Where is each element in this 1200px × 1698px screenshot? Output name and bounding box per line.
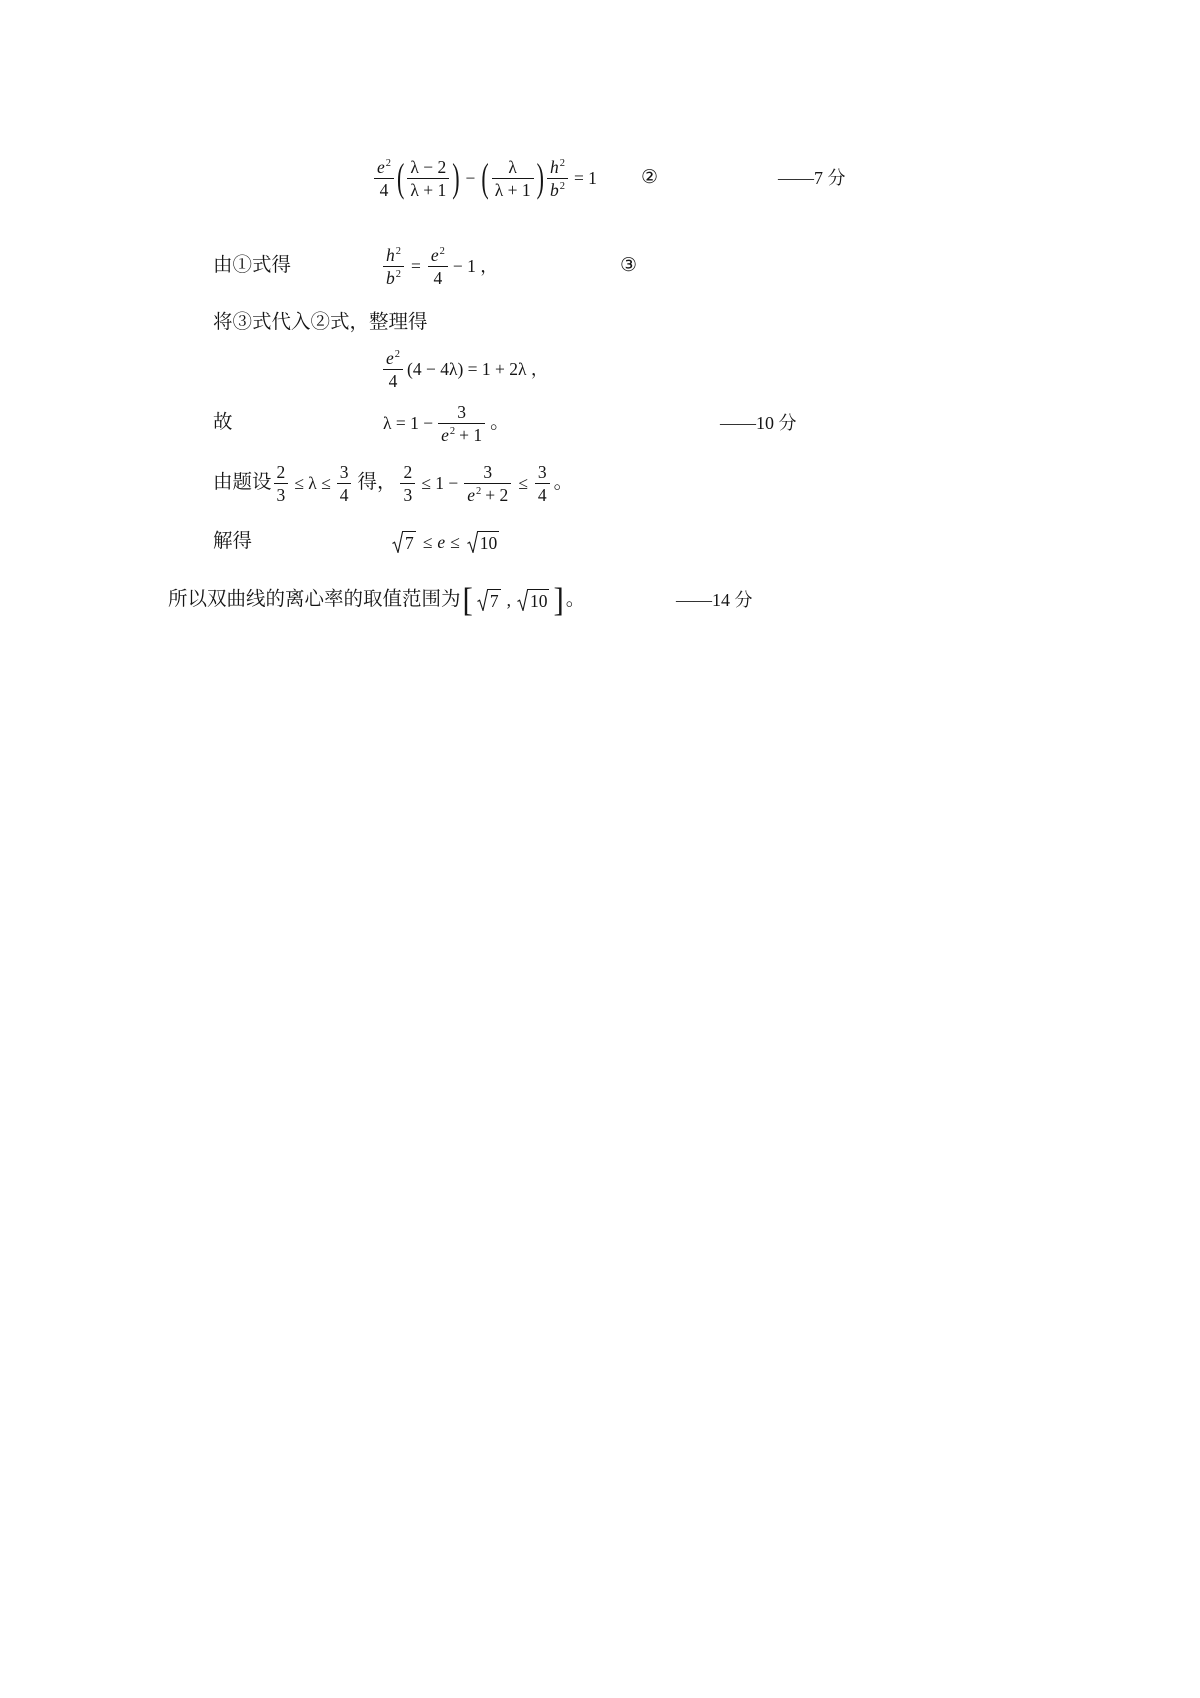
denominator-rest: + 2: [485, 484, 509, 505]
big-right-paren: ): [536, 153, 544, 201]
equation-tag-3: ③: [620, 255, 638, 276]
condition-line: [213, 455, 573, 511]
step-label: 将③式代入②式，整理得: [213, 312, 428, 333]
numerator: λ − 2: [410, 156, 447, 177]
equation-remainder: (4 − 4λ) = 1 + 2λ ，: [407, 359, 549, 379]
eccentricity-inequality: [390, 514, 501, 570]
label-group: [213, 514, 252, 570]
numerator: 3: [537, 461, 547, 482]
numerator: λ: [508, 156, 517, 177]
numerator: [374, 158, 394, 178]
denominator: [383, 266, 404, 287]
less-equal-sign: ≤: [422, 532, 433, 552]
step-label: 故: [213, 412, 233, 433]
radicand: 7: [405, 533, 414, 553]
square-root-7: [477, 589, 501, 611]
fraction-3-over-4: [337, 463, 352, 504]
fraction-e-squared-over-4: [374, 158, 394, 199]
score-mark-7: ——7 分: [778, 168, 846, 188]
numerator: 3: [483, 461, 493, 482]
square-root-10: [467, 531, 500, 553]
denominator: λ + 1: [492, 178, 534, 199]
variable-e: e: [437, 532, 446, 552]
denominator: 4: [374, 178, 394, 199]
numerator: [383, 246, 404, 266]
denominator: [464, 483, 511, 504]
connector-text: 得，: [357, 472, 397, 493]
variable-e: e: [441, 424, 449, 445]
exponent: 2: [395, 268, 401, 280]
less-equal-sign: ≤: [450, 532, 460, 552]
exponent: 2: [476, 485, 482, 497]
equals-one: = 1: [573, 168, 597, 188]
variable-e: e: [377, 156, 385, 177]
radicand: 7: [489, 591, 499, 611]
score-mark-10: ——10 分: [720, 413, 797, 433]
step-simplified-row: [0, 341, 1200, 397]
score-group: [676, 572, 753, 628]
variable-e: e: [386, 347, 394, 368]
label-group: [213, 238, 291, 294]
numerator: 2: [403, 461, 413, 482]
denominator: 3: [400, 483, 415, 504]
variable-e: e: [467, 484, 475, 505]
fraction-3-over-e-squared-plus-2: [464, 463, 511, 504]
full-stop: 。: [553, 472, 574, 493]
numerator: [547, 158, 568, 178]
big-left-paren: (: [397, 153, 405, 201]
equation-2-row: [0, 150, 1200, 206]
denominator: 3: [274, 483, 289, 504]
lambda-range: ≤ λ ≤: [294, 473, 331, 493]
fraction-lambda-over-lambda-plus-1: [492, 158, 534, 199]
left-bracket: [: [462, 580, 473, 619]
equation-tag-2: ②: [641, 167, 659, 188]
equation-3: [381, 238, 498, 294]
fraction-h-squared-over-b-squared: [547, 158, 568, 199]
fraction-3-over-4: [535, 463, 550, 504]
big-left-paren: (: [481, 153, 489, 201]
square-root-7: [392, 531, 416, 553]
denominator: [547, 178, 568, 199]
step-solve-row: [0, 514, 1200, 570]
denominator: 4: [428, 266, 448, 287]
inequality-left: ≤ 1 −: [421, 473, 459, 493]
lambda-lhs: λ = 1 −: [383, 413, 434, 433]
equation-tag-group: [641, 150, 658, 206]
exponent: 2: [394, 348, 401, 360]
radical-sign-icon: [392, 531, 403, 553]
step-label: 由题设: [213, 472, 272, 493]
equals-sign: =: [411, 256, 421, 276]
inequality-right: ≤: [518, 473, 528, 493]
step-label: 由①式得: [213, 255, 292, 276]
fraction-2-over-3: [274, 463, 289, 504]
radical-sign-icon: [477, 589, 488, 611]
lambda-equation: [383, 395, 510, 451]
score-mark-14: ——14 分: [676, 590, 753, 610]
fraction-h-squared-over-b-squared: [383, 246, 404, 287]
numerator: 2: [276, 461, 286, 482]
fraction-3-over-e-squared-plus-1: [438, 403, 485, 444]
exponent: 2: [449, 425, 456, 437]
fraction-lambda-minus-2-over-lambda-plus-1: [407, 158, 449, 199]
exponent: 2: [559, 180, 565, 192]
step-from-eq1-row: [0, 238, 1200, 294]
denominator: λ + 1: [407, 178, 449, 199]
score-group: [778, 150, 846, 206]
variable-h: h: [549, 156, 559, 177]
label-group: [213, 395, 233, 451]
separator-comma: ,: [506, 590, 511, 610]
step-condition-row: [0, 455, 1200, 511]
exponent: 2: [395, 245, 401, 257]
exponent: 2: [385, 157, 392, 169]
denominator: [438, 423, 485, 444]
conclusion-text: 所以双曲线的离心率的取值范围为: [168, 589, 461, 610]
conclusion-row: [0, 572, 1200, 628]
denominator: 4: [383, 369, 403, 390]
square-root-10: [517, 589, 550, 611]
step-lambda-row: [0, 395, 1200, 451]
numerator: [428, 246, 448, 266]
step-label: 解得: [213, 531, 253, 552]
score-group: [720, 395, 797, 451]
exponent: 2: [439, 245, 445, 257]
exponent: 2: [559, 157, 565, 169]
variable-h: h: [386, 244, 395, 265]
denominator: 4: [337, 483, 352, 504]
radical-sign-icon: [517, 589, 528, 611]
numerator: 3: [457, 401, 466, 422]
minus-sign: −: [465, 168, 476, 188]
denominator: 4: [535, 483, 550, 504]
simplified-equation: [381, 341, 548, 397]
big-right-paren: ): [452, 153, 460, 201]
numerator: 3: [339, 461, 349, 482]
radical-sign-icon: [467, 531, 478, 553]
full-stop: 。: [565, 589, 586, 610]
fraction-e-squared-over-4: [428, 246, 448, 287]
variable-b: b: [386, 267, 395, 288]
denominator-rest: + 1: [459, 424, 483, 445]
numerator: [383, 349, 403, 369]
radicand: 10: [479, 533, 498, 553]
radicand: 10: [529, 591, 548, 611]
fraction-e-squared-over-4: [383, 349, 403, 390]
variable-b: b: [549, 179, 559, 200]
full-stop: 。: [490, 412, 510, 433]
right-bracket: ]: [553, 580, 564, 619]
variable-e: e: [430, 244, 439, 265]
equation-tag-group: [620, 238, 637, 294]
equation-2: [372, 150, 597, 206]
minus-one: − 1 ，: [452, 256, 498, 276]
fraction-2-over-3: [400, 463, 415, 504]
conclusion-line: [168, 572, 585, 628]
